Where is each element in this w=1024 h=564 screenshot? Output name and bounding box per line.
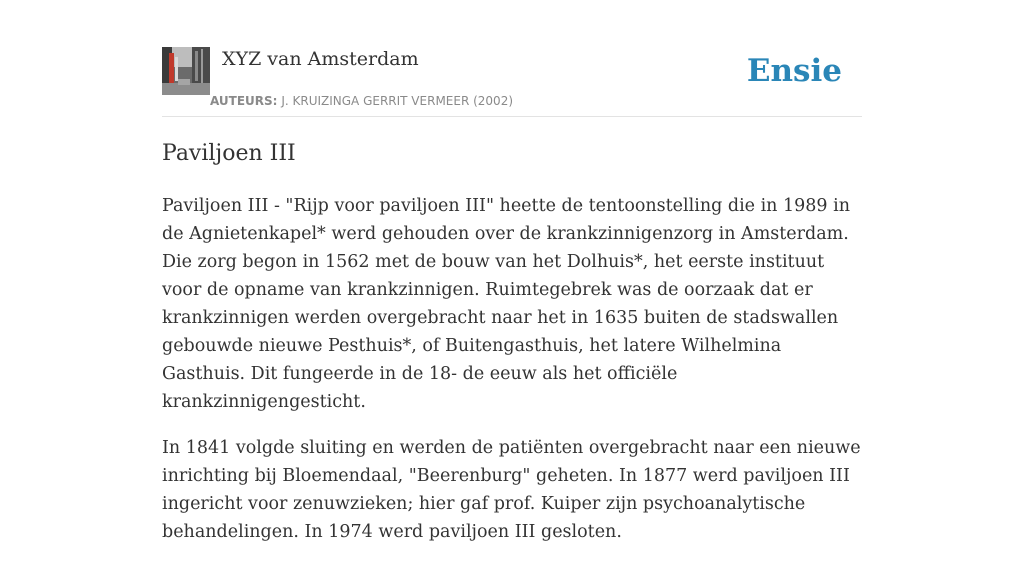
source-header [162, 46, 862, 117]
street-photo-icon [162, 47, 210, 95]
authors-label: AUTEURS: [210, 94, 278, 108]
article [162, 138, 862, 564]
article-paragraph: In 1841 volgde sluiting en werden de patiënten overgebracht naar een nieuwe inrichting bij Bloemendaal, "Beerenburg" geheten. In 1877 werd paviljoen III ingericht voor zenuwzieken; hier gaf prof. Kuiper zijn psychoanalytische behandelingen. In 1974 werd paviljoen III gesloten. [162, 438, 861, 542]
authors-names: J. KRUIZINGA GERRIT VERMEER (2002) [281, 94, 514, 108]
source-title[interactable]: XYZ van Amsterdam [222, 48, 419, 70]
article-title: Paviljoen III [162, 141, 296, 166]
article-paragraph: Paviljoen III - "Rijp voor paviljoen III" heette de tentoonstelling die in 1989 in de Agnietenkapel* werd gehouden over de krankzinnigenzorg in Amsterdam. Die zorg begon in 1562 met de bouw van het Dolhuis*, het eerste instituut voor de opname van krankzinnigen. Ruimtegebrek was de oorzaak dat er krankzinnigen werden overgebracht naar het in 1635 buiten de stadswallen gebouwde nieuwe Pesthuis*, of Buitengasthuis, het latere Wilhelmina Gasthuis. Dit fungeerde in de 18- de eeuw als het officiële krankzinnigengesticht. [162, 196, 850, 412]
authors-line [210, 93, 513, 109]
brand-logo[interactable]: Ensie [746, 53, 842, 89]
source-avatar[interactable] [162, 47, 210, 95]
